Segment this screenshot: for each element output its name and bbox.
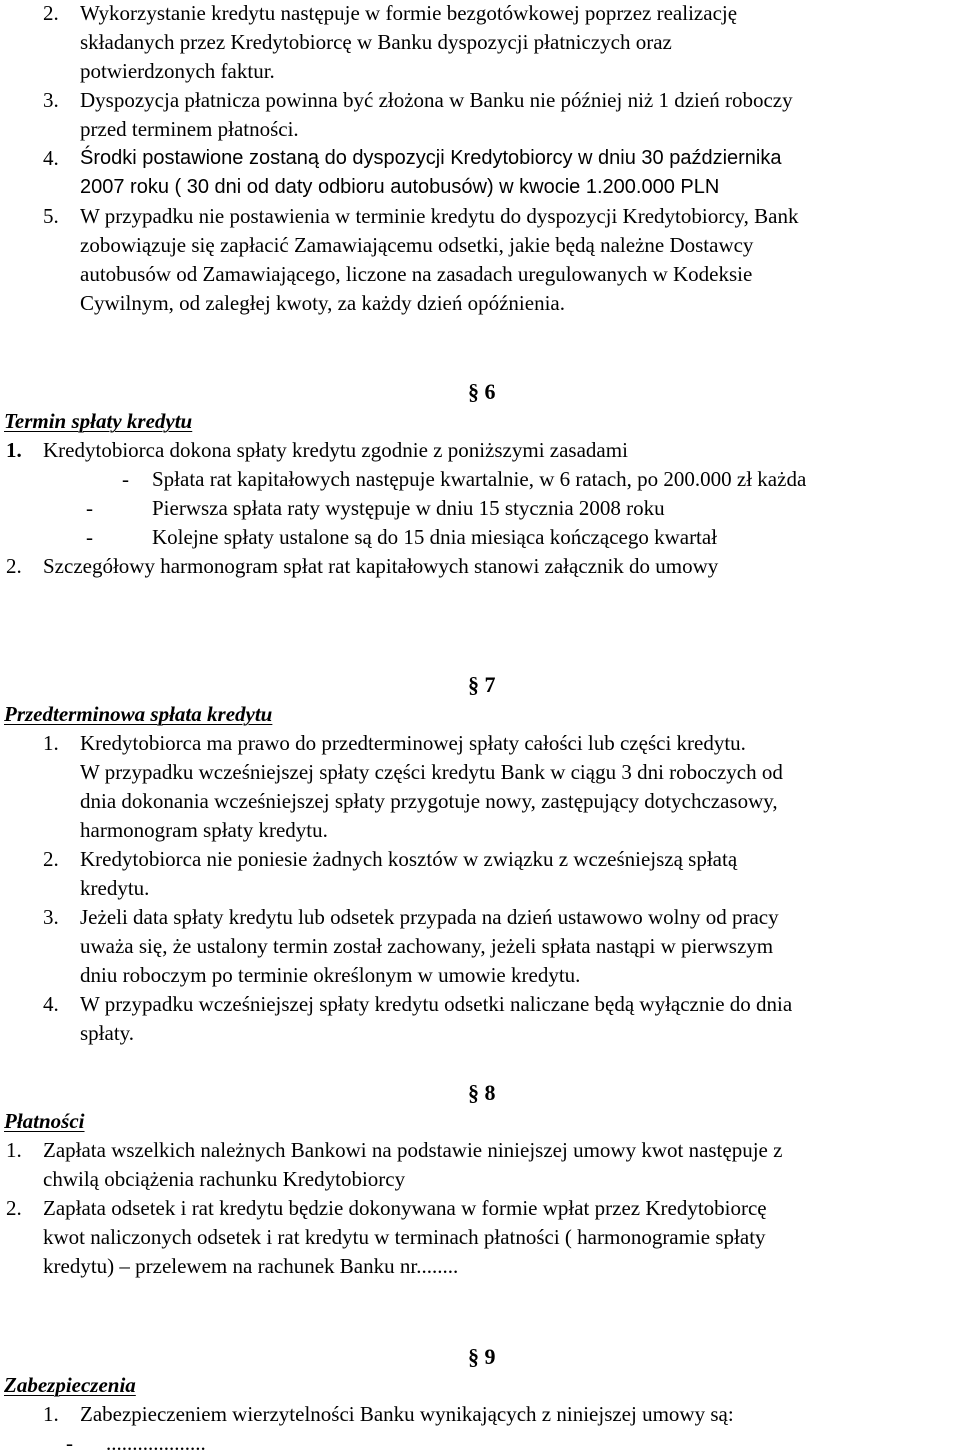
- item-text-line: potwierdzonych faktur.: [80, 59, 275, 83]
- bullet-text: Spłata rat kapitałowych następuje kwartalnie, w 6 ratach, po 200.000 zł każda: [152, 467, 807, 491]
- item-text-line: spłaty.: [80, 1021, 135, 1045]
- bullet-text: ...................: [106, 1431, 206, 1455]
- item-text-line: kwot naliczonych odsetek i rat kredytu w terminach płatności ( harmonogramie spłaty: [43, 1225, 766, 1249]
- item-text-line: Szczegółowy harmonogram spłat rat kapitałowych stanowi załącznik do umowy: [43, 554, 719, 578]
- item-text-line: Jeżeli data spłaty kredytu lub odsetek przypada na dzień ustawowo wolny od pracy: [80, 905, 779, 929]
- item-number: 1.: [6, 1138, 22, 1162]
- item-number: 3.: [43, 88, 59, 112]
- item-text-line: Dyspozycja płatnicza powinna być złożona w Banku nie później niż 1 dzień roboczy: [80, 88, 793, 112]
- bullet-text: Pierwsza spłata raty występuje w dniu 15 stycznia 2008 roku: [152, 496, 665, 520]
- item-text-line: uważa się, że ustalony termin został zachowany, jeżeli spłata nastąpi w pierwszym: [80, 934, 774, 958]
- item-number: 2.: [43, 1, 59, 25]
- item-text-line: kredytu) – przelewem na rachunek Banku nr........: [43, 1254, 459, 1278]
- item-text-line: Zapłata wszelkich należnych Bankowi na podstawie niniejszej umowy kwot następuje z: [43, 1138, 783, 1162]
- item-text-line: dnia dokonania wcześniejszej spłaty przygotuje nowy, zastępujący dotychczasowy,: [80, 789, 778, 813]
- item-number: 1.: [43, 731, 59, 755]
- item-number: 1.: [43, 1402, 59, 1426]
- item-text-line: Środki postawione zostaną do dyspozycji Kredytobiorcy w dniu 30 października: [80, 147, 782, 169]
- item-text-line: W przypadku nie postawienia w terminie kredytu do dyspozycji Kredytobiorcy, Bank: [80, 204, 799, 228]
- section-mark: § 6: [468, 379, 496, 404]
- item-text-line: przed terminem płatności.: [80, 117, 299, 141]
- item-number: 4.: [43, 146, 59, 170]
- item-text-line: Zabezpieczeniem wierzytelności Banku wynikających z niniejszej umowy są:: [80, 1402, 734, 1426]
- section-heading: Termin spłaty kredytu: [4, 409, 193, 433]
- item-text-line: Kredytobiorca nie poniesie żadnych kosztów w związku z wcześniejszą spłatą: [80, 847, 738, 871]
- section-heading: Zabezpieczenia: [4, 1373, 136, 1397]
- section-mark: § 8: [468, 1080, 496, 1105]
- item-text-line: autobusów od Zamawiającego, liczone na zasadach uregulowanych w Kodeksie: [80, 262, 753, 286]
- section-heading: Przedterminowa spłata kredytu: [4, 702, 273, 726]
- item-text-line: W przypadku wcześniejszej spłaty części kredytu Bank w ciągu 3 dni roboczych od: [80, 760, 783, 784]
- item-number: 5.: [43, 204, 59, 228]
- item-text-line: Cywilnym, od zaległej kwoty, za każdy dzień opóźnienia.: [80, 291, 565, 315]
- item-text-line: Kredytobiorca ma prawo do przedterminowej spłaty całości lub części kredytu.: [80, 731, 746, 755]
- item-number: 1.: [6, 438, 22, 462]
- section-mark: § 7: [468, 672, 496, 697]
- item-number: 2.: [6, 1196, 22, 1220]
- item-text-line: Kredytobiorca dokona spłaty kredytu zgodnie z poniższymi zasadami: [43, 438, 628, 462]
- section-heading: Płatności: [4, 1109, 85, 1133]
- item-text-line: Wykorzystanie kredytu następuje w formie bezgotówkowej poprzez realizację: [80, 1, 738, 25]
- item-number: 2.: [43, 847, 59, 871]
- item-text-line: chwilą obciążenia rachunku Kredytobiorcy: [43, 1167, 406, 1191]
- section-mark: § 9: [468, 1344, 496, 1369]
- item-number: 4.: [43, 992, 59, 1016]
- bullet-dash: -: [122, 467, 129, 491]
- item-text-line: dniu roboczym po terminie określonym w umowie kredytu.: [80, 963, 581, 987]
- item-text-line: składanych przez Kredytobiorcę w Banku dyspozycji płatniczych oraz: [80, 30, 672, 54]
- bullet-dash: -: [66, 1431, 73, 1455]
- bullet-dash: -: [86, 496, 93, 520]
- item-text-line: harmonogram spłaty kredytu.: [80, 818, 328, 842]
- item-text-line: Zapłata odsetek i rat kredytu będzie dokonywana w formie wpłat przez Kredytobiorcę: [43, 1196, 767, 1220]
- item-text-line: W przypadku wcześniejszej spłaty kredytu odsetki naliczane będą wyłącznie do dnia: [80, 992, 793, 1016]
- item-number: 2.: [6, 554, 22, 578]
- bullet-text: Kolejne spłaty ustalone są do 15 dnia miesiąca kończącego kwartał: [152, 525, 718, 549]
- bullet-dash: -: [86, 525, 93, 549]
- item-text-line: kredytu.: [80, 876, 150, 900]
- item-text-line: zobowiązuje się zapłacić Zamawiającemu odsetki, jakie będą należne Dostawcy: [80, 233, 754, 257]
- item-number: 3.: [43, 905, 59, 929]
- item-text-line: 2007 roku ( 30 dni od daty odbioru autobusów) w kwocie 1.200.000 PLN: [80, 176, 720, 198]
